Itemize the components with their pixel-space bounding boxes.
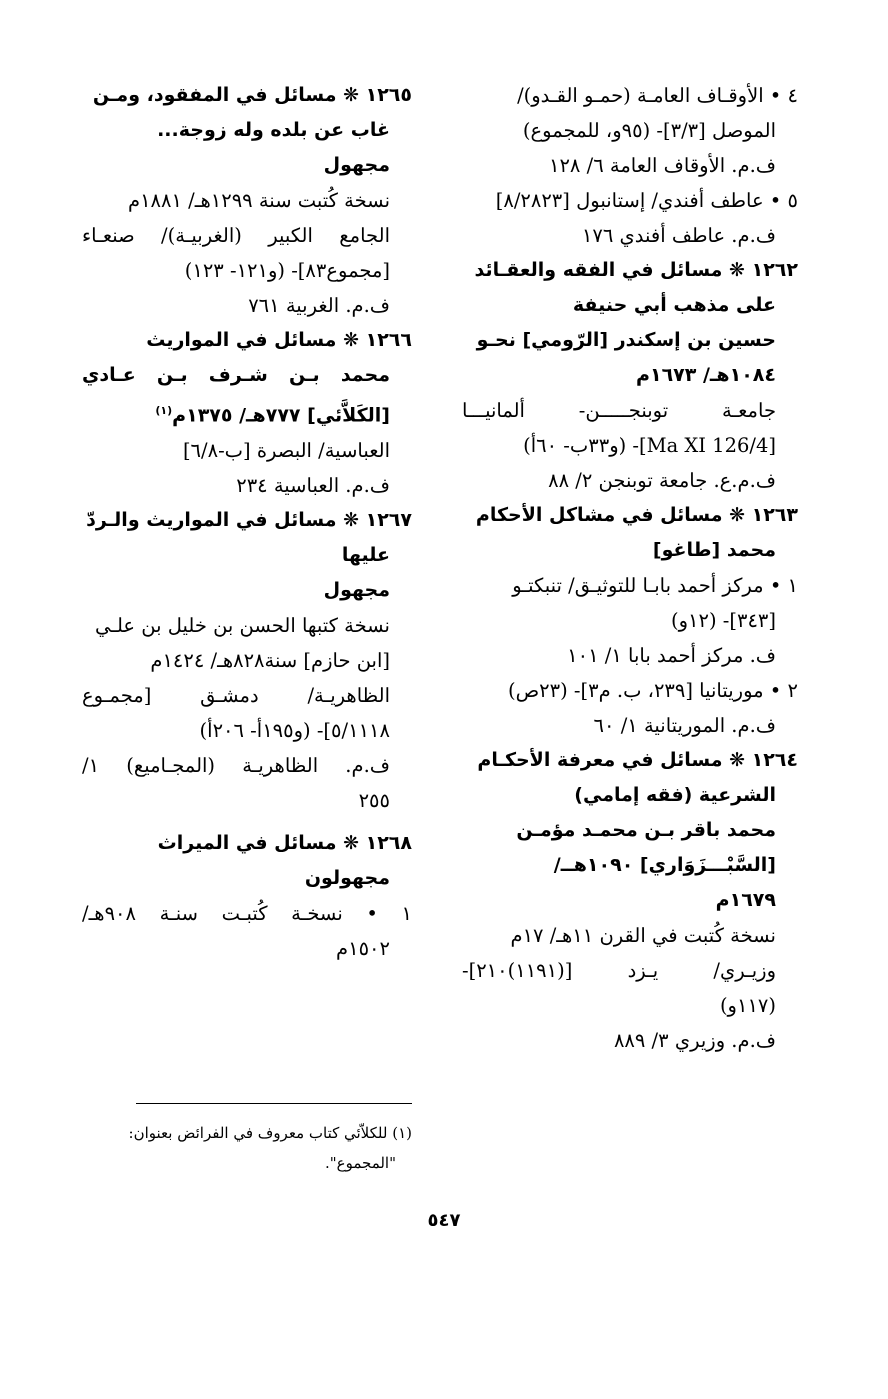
line-text: [مجموع٨٣]- (و١٢١- ١٢٣) bbox=[184, 259, 390, 282]
entry-text-line bbox=[462, 428, 798, 463]
line-text: (١١٧و) bbox=[719, 994, 776, 1017]
entry-text-line bbox=[82, 896, 412, 931]
line-text: جامعـة توبنجـــــن- ألمانيـــا bbox=[462, 399, 776, 422]
line-text: [Ma XI 126/4]- (و٣٣ب- ٦٠أ) bbox=[523, 434, 776, 457]
line-text: الجامع الكبير (الغربيـة)/ صنعـاء bbox=[82, 224, 390, 247]
line-text: ١٠٨٤هـ/ ١٦٧٣م bbox=[636, 364, 776, 386]
entry-heading-line bbox=[82, 323, 412, 358]
footnote-line: (١) للكلاّئي كتاب معروف في الفرائض بعنوان: bbox=[128, 1124, 412, 1142]
entry-heading-line bbox=[462, 253, 798, 288]
line-text: ف.م. وزيري ٣/ ٨٨٩ bbox=[613, 1029, 776, 1052]
line-text: ٢٥٥ bbox=[358, 789, 390, 813]
line-text: ٢ • موريتانيا [٢٣٩، ب. م٣]- (٢٣ص) bbox=[507, 679, 798, 702]
line-text: الموصل [٣/٣]- (٩٥و، للمجموع) bbox=[522, 119, 776, 142]
entry-text-line bbox=[82, 783, 412, 818]
line-text: ١٢٦٢ ❋ مسائل في الفقه والعقـائد bbox=[474, 259, 798, 281]
line-text: [السَّبْـــزَوَاري] ١٠٩٠هــ/ bbox=[553, 854, 776, 876]
line-text: ف.م. الغربية ٧٦١ bbox=[248, 294, 390, 317]
entry-text-line bbox=[462, 568, 798, 603]
entry-heading-line bbox=[462, 323, 798, 358]
line-text: ٥ • عاطف أفندي/ إستانبول [٨/٢٨٢٣] bbox=[495, 189, 798, 212]
entry-text-line bbox=[462, 673, 798, 708]
footnote-marker: (١) bbox=[155, 404, 173, 417]
entry-text-line bbox=[462, 918, 798, 953]
line-text: نسخة كُتبت في القرن ١١هـ/ ١٧م bbox=[510, 924, 776, 947]
entry-text-line bbox=[82, 643, 412, 678]
entry-text-line bbox=[82, 433, 412, 468]
entry-text-line bbox=[82, 748, 412, 783]
entry-text-line bbox=[462, 218, 798, 253]
line-text: ١٢٦٨ ❋ مسائل في الميراث bbox=[157, 832, 412, 855]
entry-heading-line bbox=[462, 743, 798, 778]
line-text: حسين بن إسكندر [الرّومي] نحـو bbox=[476, 329, 776, 351]
entry-text-line bbox=[82, 468, 412, 503]
line-text: ف.م. الظاهريـة (المجـاميع) ١/ bbox=[82, 754, 390, 778]
entry-heading-line bbox=[82, 393, 412, 433]
entry-text-line bbox=[462, 603, 798, 638]
entry-text-line bbox=[462, 463, 798, 498]
line-text: مجهول bbox=[323, 154, 390, 176]
entry-text-line bbox=[82, 253, 412, 288]
line-text: ١٢٦٥ ❋ مسائل في المفقود، ومـن bbox=[92, 84, 412, 106]
entry-heading-line bbox=[82, 358, 412, 393]
entry-text-line bbox=[82, 183, 412, 218]
entry-text-line bbox=[82, 713, 412, 748]
entry-text-line bbox=[462, 638, 798, 673]
entry-text-line bbox=[82, 678, 412, 713]
entry-heading-line bbox=[82, 503, 412, 538]
entry-text-line bbox=[462, 148, 798, 183]
left-column bbox=[82, 78, 412, 966]
line-text: [الكَلاَّئي] ٧٧٧هـ/ ١٣٧٥م bbox=[172, 404, 390, 427]
entry-heading-line bbox=[462, 883, 798, 918]
entry-heading-line bbox=[462, 813, 798, 848]
entry-text-line bbox=[462, 988, 798, 1023]
entry-text-line bbox=[462, 393, 798, 428]
line-text: نسخة كتبها الحسن بن خليل بن علـي bbox=[95, 614, 390, 638]
entry-text-line bbox=[462, 78, 798, 113]
entry-heading-line bbox=[82, 861, 412, 896]
line-text: [ابن حازم] سنة٨٢٨هـ/ ١٤٢٤م bbox=[150, 649, 390, 673]
entry-text-line bbox=[462, 113, 798, 148]
line-text: غاب عن بلده وله زوجة... bbox=[157, 119, 390, 141]
entry-text-line bbox=[462, 1023, 798, 1058]
line-text: ١٢٦٦ ❋ مسائل في المواريث bbox=[146, 329, 412, 351]
line-text: العباسية/ البصرة [ب-٦/٨] bbox=[182, 439, 390, 463]
entry-heading-line bbox=[462, 358, 798, 393]
line-text: ٤ • الأوقـاف العامـة (حمـو القـدو)/ bbox=[517, 84, 798, 107]
entry-text-line bbox=[82, 608, 412, 643]
line-text: ١ • مركز أحمد بابـا للتوثيـق/ تنبكتـو bbox=[512, 574, 798, 597]
line-text: عليها bbox=[341, 544, 390, 567]
entry-heading-line bbox=[82, 113, 412, 148]
line-text: مجهول bbox=[323, 579, 390, 602]
entry-heading-line bbox=[82, 78, 412, 113]
entry-heading-line bbox=[462, 498, 798, 533]
entry-text-line bbox=[82, 218, 412, 253]
entry-heading-line bbox=[462, 848, 798, 883]
line-text: ١٢٦٤ ❋ مسائل في معرفة الأحكـام bbox=[477, 749, 798, 771]
line-text: ٥/١١١٨]- (و١٩٥أ- ٢٠٦أ) bbox=[199, 719, 390, 743]
line-text: محمد باقر بـن محمـد مؤمـن bbox=[516, 819, 776, 841]
line-text: [٣٤٣]- (١٢و) bbox=[670, 609, 776, 632]
entry-text-line bbox=[462, 708, 798, 743]
entry-heading-line bbox=[462, 778, 798, 813]
entry-heading-line bbox=[82, 538, 412, 573]
entry-text-line bbox=[462, 953, 798, 988]
line-text: ف.م. عاطف أفندي ١٧٦ bbox=[581, 224, 776, 247]
line-text: محمد [طاغو] bbox=[652, 539, 776, 561]
line-text: ١٥٠٢م bbox=[336, 937, 390, 961]
line-text: على مذهب أبي حنيفة bbox=[572, 294, 776, 316]
right-column bbox=[462, 78, 798, 1058]
line-text: نسخة كُتبت سنة ١٢٩٩هـ/ ١٨٨١م bbox=[128, 189, 390, 212]
line-text: الظاهريـة/ دمشـق [مجمـوع bbox=[82, 684, 390, 708]
entry-heading-line bbox=[82, 148, 412, 183]
page-number: ٥٤٧ bbox=[427, 1210, 461, 1231]
line-text: ١ • نسخـة كُتبـت سنـة ٩٠٨هـ/ bbox=[82, 902, 412, 926]
entry-heading-line bbox=[82, 573, 412, 608]
line-text: محمد بـن شـرف بـن عـادي bbox=[82, 364, 390, 386]
line-text: وزيـري/ يـزد [(١١٩١)٢١٠]- bbox=[462, 959, 776, 982]
line-text: الشرعية (فقه إمامي) bbox=[574, 784, 776, 806]
line-text: ١٢٦٣ ❋ مسائل في مشاكل الأحكام bbox=[475, 504, 798, 526]
footnote bbox=[82, 1118, 412, 1178]
footnote-line: "المجموع". bbox=[324, 1154, 396, 1172]
line-text: مجهولون bbox=[304, 867, 390, 890]
line-text: ف.م.ع. جامعة توبنجن ٢/ ٨٨ bbox=[548, 469, 776, 492]
entry-heading-line bbox=[462, 288, 798, 323]
entry-text-line bbox=[462, 183, 798, 218]
footnote-separator bbox=[136, 1103, 412, 1104]
line-text: ١٦٧٩م bbox=[715, 889, 776, 911]
line-text: ف.م. العباسية ٢٣٤ bbox=[236, 474, 390, 498]
entry-heading-line bbox=[82, 826, 412, 861]
entry-heading-line bbox=[462, 533, 798, 568]
line-text: ١٢٦٧ ❋ مسائل في المواريث والـردّ bbox=[86, 509, 412, 532]
entry-text-line bbox=[82, 931, 412, 966]
line-text: ف.م. الموريتانية ١/ ٦٠ bbox=[593, 714, 776, 737]
entry-text-line bbox=[82, 288, 412, 323]
line-text: ف.م. الأوقاف العامة ٦/ ١٢٨ bbox=[548, 154, 776, 177]
line-text: ف. مركز أحمد بابا ١/ ١٠١ bbox=[567, 644, 776, 667]
